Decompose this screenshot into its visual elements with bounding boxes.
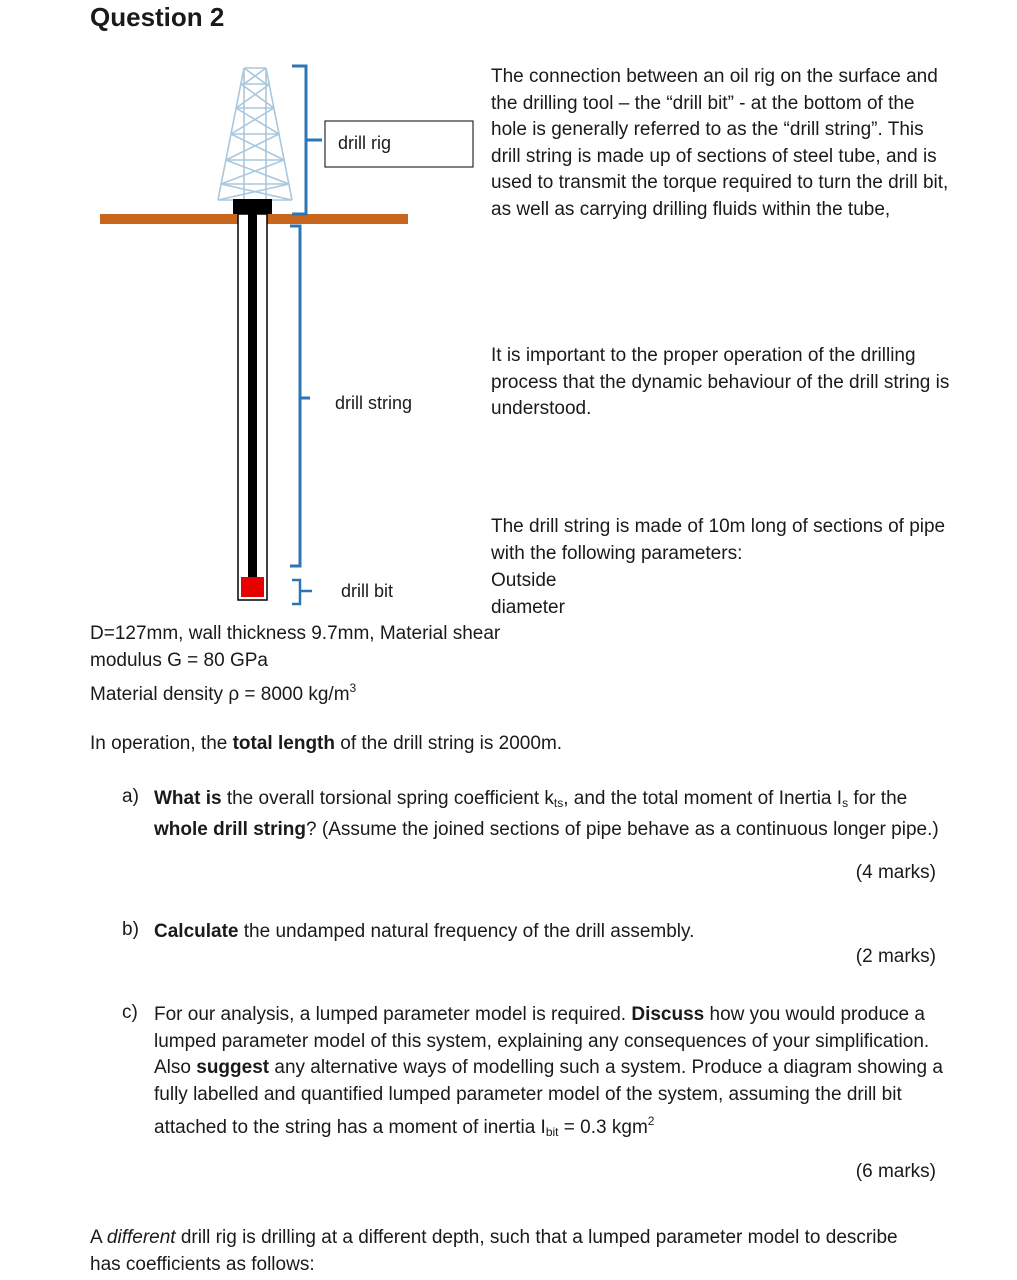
drill-pipe: [248, 214, 257, 578]
drill-string-label: drill string: [335, 393, 413, 413]
final-paragraph: [90, 1225, 930, 1278]
page-title: Question 2: [90, 2, 225, 32]
part-c-letter: c): [122, 1002, 138, 1023]
part-c-text-2: how you would produce a lumped parameter model of this system, explaining any consequences of your simplification. Also: [154, 1004, 930, 1078]
part-c-sub-1: bit: [545, 1125, 559, 1139]
part-b-letter: b): [122, 919, 139, 940]
operation-post: of the drill string is 2000m.: [335, 733, 563, 754]
intro-paragraph-3-tail-2: diameter: [491, 597, 565, 618]
final-pre: A: [90, 1227, 107, 1248]
part-c-text-3: any alternative ways of modelling such a system. Produce a diagram showing a fully labelled and quantified lumped parameter model of the system, assuming the drill bit attached to the string has a moment of inertia I: [154, 1057, 943, 1138]
part-b-text-1: the undamped natural frequency of the drill assembly.: [238, 921, 695, 942]
final-italic: different: [106, 1227, 176, 1248]
part-c-bold-1: Discuss: [631, 1004, 705, 1025]
part-c-marks: (6 marks): [855, 1161, 936, 1182]
part-c-bold-2: suggest: [196, 1057, 270, 1078]
intro-paragraph-2: It is important to the proper operation of the drilling process that the dynamic behaviour of the drill string is understood.: [491, 345, 950, 419]
params-line-1: D=127mm, wall thickness 9.7mm, Material shear: [90, 623, 501, 644]
part-a-marks: (4 marks): [855, 862, 936, 883]
string-bracket: [290, 226, 310, 566]
part-a-text-2: , and the total moment of Inertia I: [563, 788, 843, 809]
density-line: [90, 675, 356, 709]
bit-bracket: [292, 580, 312, 604]
part-a-text-3: for the: [848, 788, 908, 809]
drill-rig-label: drill rig: [338, 133, 392, 153]
part-c-text-1: For our analysis, a lumped parameter model is required.: [154, 1004, 632, 1025]
part-a-text-4: ? (Assume the joined sections of pipe behave as a continuous longer pipe.): [306, 818, 939, 840]
part-a-sub-1: ts: [553, 796, 564, 810]
part-a-bold-1: What is: [154, 788, 222, 809]
drill-bit-icon: [241, 577, 264, 597]
final-post: drill rig is drilling at a different depth, such that a lumped parameter model to describe has coefficients as follows:: [90, 1227, 898, 1275]
part-c-text-4: = 0.3 kgm: [558, 1117, 648, 1138]
rotary-table: [233, 199, 272, 214]
operation-pre: In operation, the: [90, 733, 233, 754]
params-line-2: modulus G = 80 GPa: [90, 650, 268, 671]
part-a-sub-2: s: [842, 796, 849, 810]
derrick-icon: [218, 68, 292, 200]
intro-paragraph-3: The drill string is made of 10m long of sections of pipe with the following parameters:: [491, 516, 946, 564]
rig-bracket: [292, 66, 322, 214]
drill-rig-diagram: [0, 0, 480, 620]
drill-bit-label: drill bit: [341, 581, 394, 601]
part-b-bold-1: Calculate: [154, 921, 239, 942]
part-a-text: [154, 786, 944, 842]
part-b-marks: (2 marks): [855, 946, 936, 967]
part-a-text-1: the overall torsional spring coefficient k: [221, 788, 554, 809]
part-a-bold-2: whole drill string: [154, 818, 307, 840]
part-a-letter: a): [122, 786, 139, 807]
part-c-text: [154, 1002, 944, 1146]
part-b-text: [154, 919, 944, 945]
operation-bold: total length: [232, 733, 335, 754]
density-text: Material density ρ = 8000 kg/m: [90, 684, 350, 705]
part-c-sup-1: 2: [647, 1114, 655, 1128]
intro-paragraph-1: The connection between an oil rig on the surface and the drilling tool – the “drill bit” - at the bottom of the hole is generally referred to as the “drill string”. This drill string is made up of sections of steel tube, and is used to transmit the torque required to turn the drill bit, as well as carrying drilling fluids within the tube,: [491, 66, 949, 220]
intro-paragraph-3-tail-1: Outside: [491, 570, 557, 591]
operation-line: [90, 731, 562, 758]
density-exponent: 3: [349, 681, 357, 695]
